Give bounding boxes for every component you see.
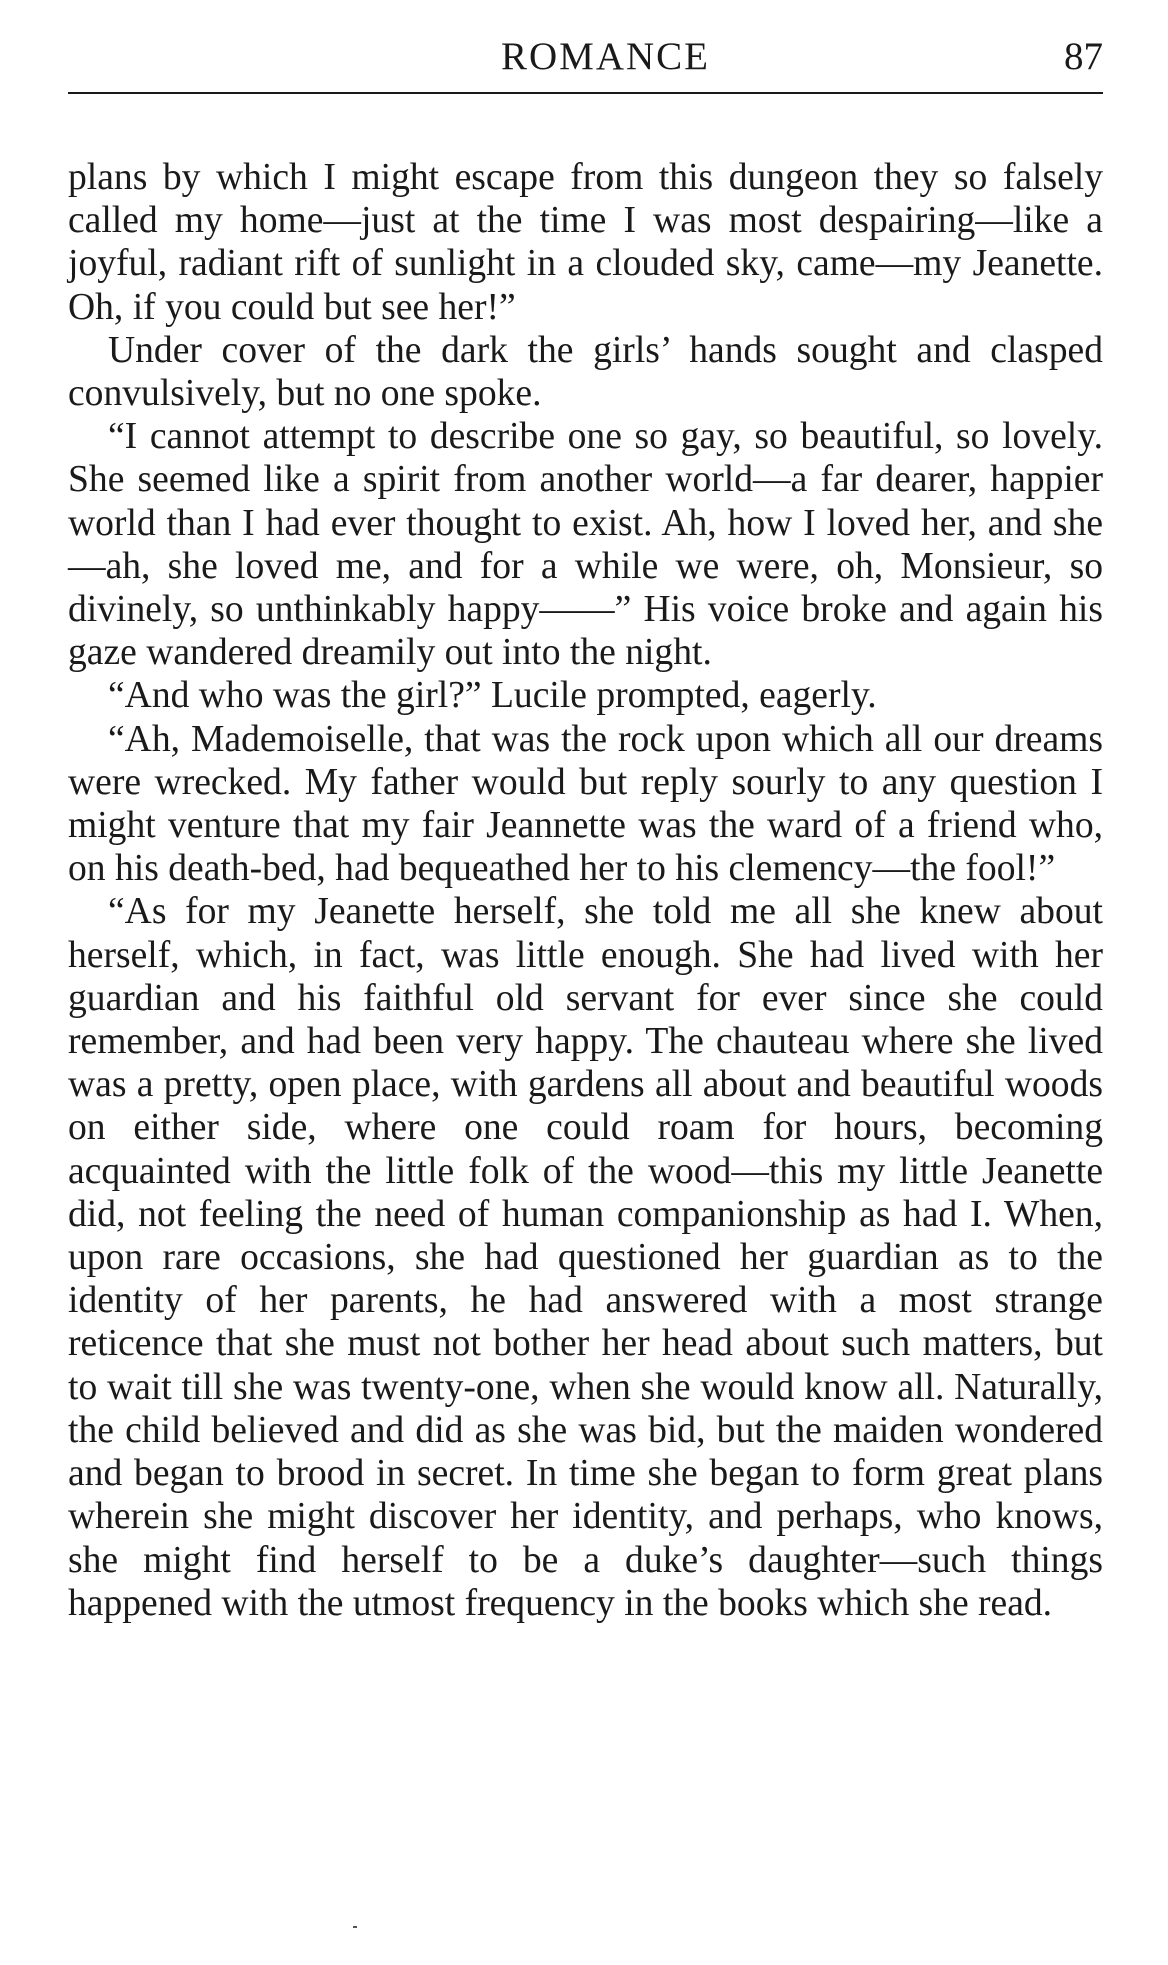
print-speck: [353, 1926, 357, 1928]
paragraph: “Ah, Mademoiselle, that was the rock upon which all our dreams were wrecked. My father would but reply sourly to any question I might venture that my fair Jeannette was the ward of a friend who, on his death-bed, had bequeathed her to his clemency—the fool!”: [68, 718, 1103, 890]
paragraph-continued: plans by which I might escape from this dungeon they so falsely called my home—just at the time I was most despairing—like a joyful, radiant rift of sunlight in a clouded sky, came—my Jeanette. Oh, if you could but see her!”: [68, 157, 1103, 328]
page-number: 87: [1064, 35, 1103, 78]
book-page: [68, 30, 1103, 1625]
running-head: [68, 30, 1103, 92]
paragraph: Under cover of the dark the girls’ hands sought and clasped convulsively, but no one spoke.: [68, 329, 1103, 415]
paragraph: “As for my Jeanette herself, she told me all she knew about herself, which, in fact, was little enough. She had lived with her guardian and his faithful old servant for ever since she could remember, and had been very happy. The chauteau where she lived was a pretty, open place, with gardens all about and beautiful woods on either side, where one could roam for hours, becoming acquainted with the little folk of the wood—this my little Jeanette did, not feeling the need of human companionship as had I. When, upon rare occasions, she had questioned her guardian as to the identity of her parents, he had answered with a most strange reticence that she must not bother her head about such matters, but to wait till she was twenty-one, when she would know all. Naturally, the child believed and did as she was bid, but the maiden wondered and began to brood in secret. In time she began to form great plans wherein she might discover her identity, and perhaps, who knows, she might find herself to be a duke’s daughter—such things happened with the utmost frequency in the books which she read.: [68, 891, 1103, 1624]
running-title: ROMANCE: [500, 35, 711, 78]
header-rule: [68, 92, 1103, 94]
paragraph: “And who was the girl?” Lucile prompted, eagerly.: [108, 675, 877, 717]
body-text: [68, 156, 1103, 1625]
paragraph: “I cannot attempt to describe one so gay, so beautiful, so lovely. She seemed like a spirit from another world—a far dearer, happier world than I had ever thought to exist. Ah, how I loved her, and she—ah, she loved me, and for a while we were, oh, Monsieur, so divinely, so unthinkably happy——” His voice broke and again his gaze wandered dreamily out into the night.: [68, 416, 1103, 674]
